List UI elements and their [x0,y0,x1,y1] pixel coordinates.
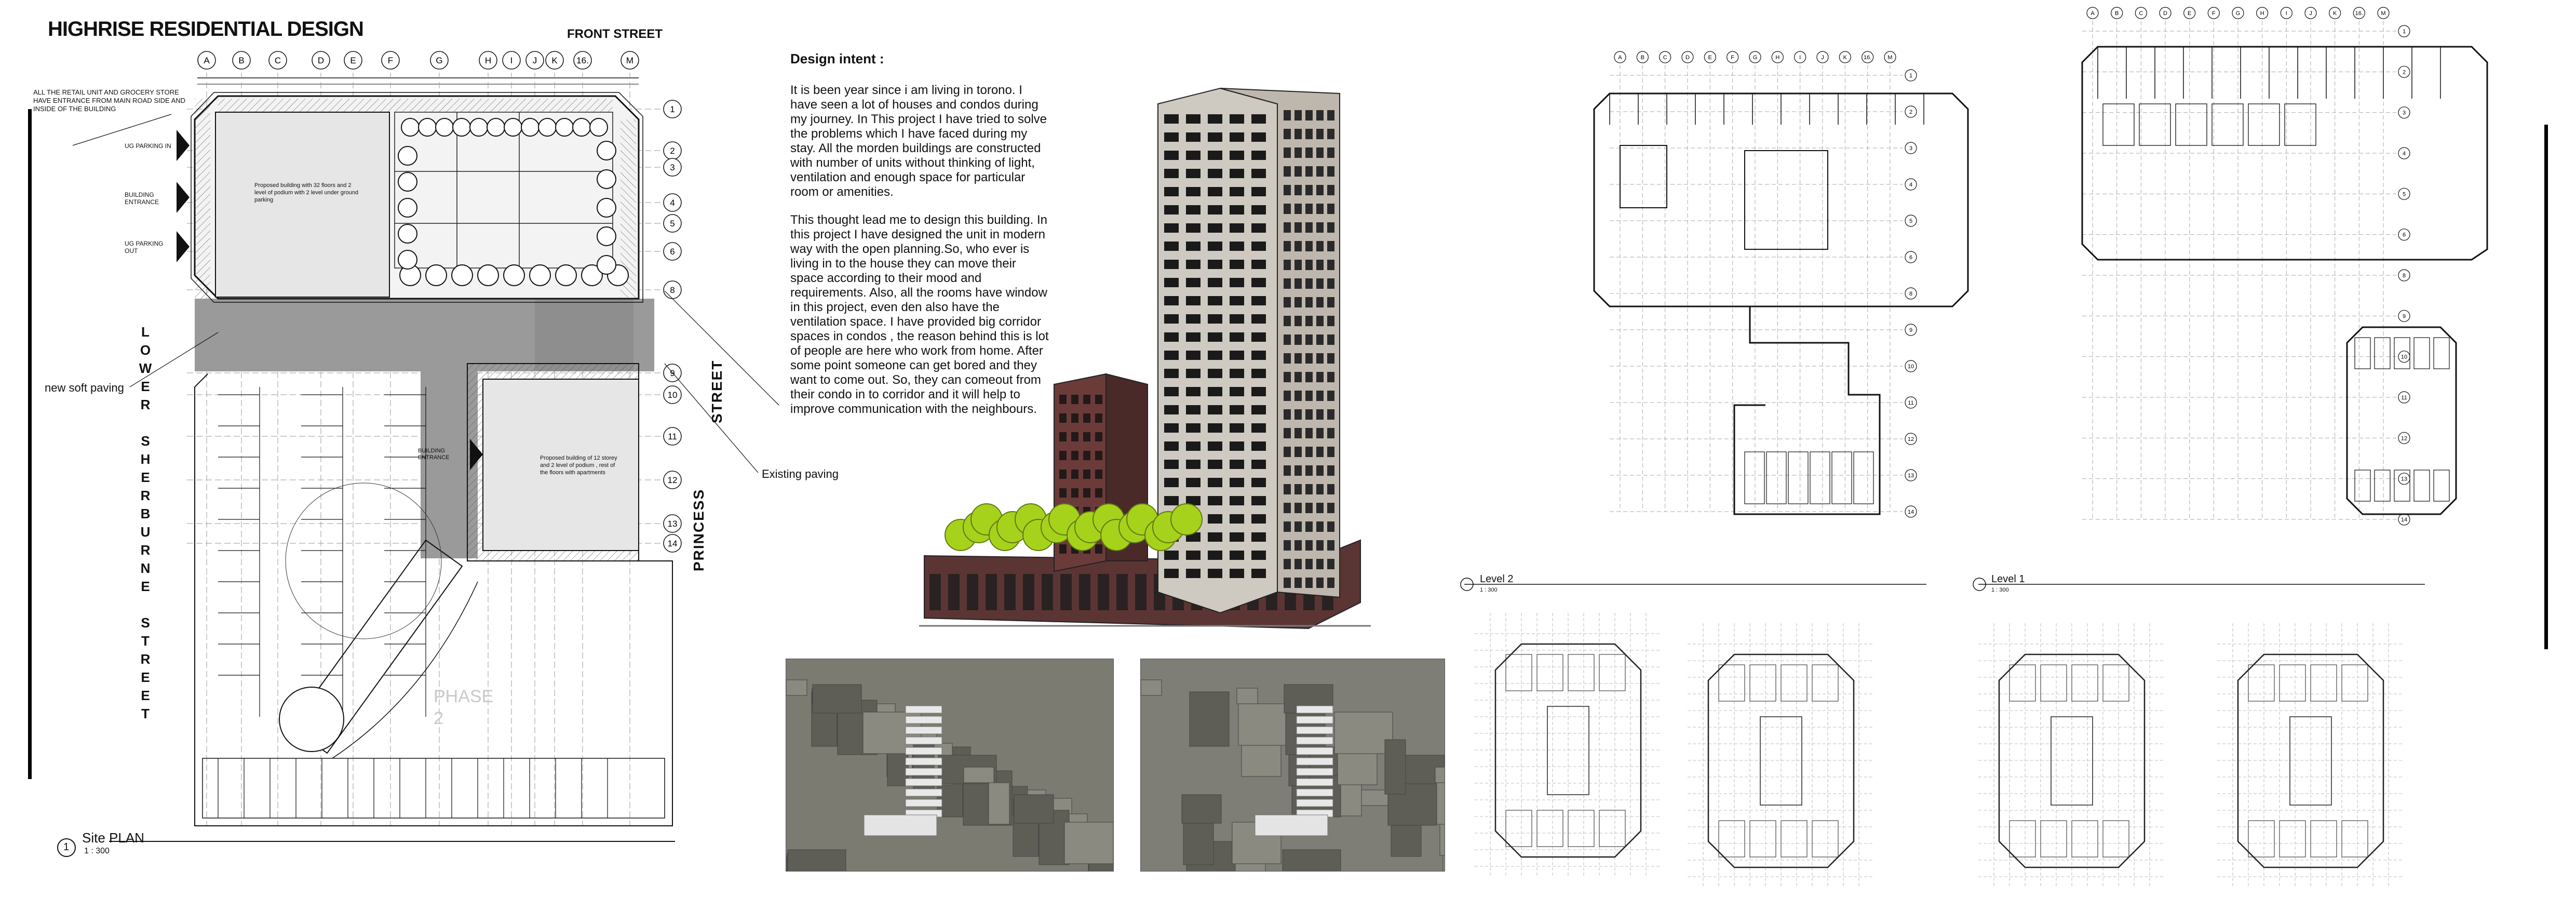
svg-text:D: D [317,56,325,65]
ug-parking-out-label: UG PARKING OUT [125,240,164,254]
svg-text:G: G [436,56,443,65]
svg-text:I: I [510,56,513,65]
level-1-label: Level 1 [1991,573,2025,585]
svg-text:13: 13 [667,519,678,529]
soft-paving-label: new soft paving [45,381,124,394]
svg-text:G: G [2235,10,2241,17]
svg-text:13: 13 [1907,473,1914,479]
svg-text:5: 5 [1909,218,1913,224]
lower-sherburne-street-label [138,322,153,722]
svg-text:6: 6 [2402,232,2406,238]
svg-text:C: C [2139,10,2143,17]
svg-text:11: 11 [668,432,677,441]
svg-text:4: 4 [1909,182,1913,188]
street-letter: E [141,579,150,594]
svg-text:9: 9 [1909,327,1913,333]
svg-text:E: E [350,56,356,65]
street-letter: L [141,324,150,340]
svg-text:8: 8 [2402,273,2406,279]
svg-text:2: 2 [2402,69,2406,76]
svg-text:9: 9 [2402,313,2406,320]
svg-text:5: 5 [670,219,675,229]
street-letter: E [141,379,150,394]
svg-text:H: H [2260,10,2264,17]
page-title: HIGHRISE RESIDENTIAL DESIGN [48,18,363,41]
floor-plans [1454,0,2576,911]
svg-text:F: F [1731,55,1735,61]
svg-text:10: 10 [1907,364,1914,370]
svg-text:E: E [1708,55,1712,61]
ug-parking-in-label: UG PARKING IN [125,142,171,150]
design-intent-paragraph-1: It is been year since i am living in torono. I have seen a lot of houses and condos during my journey. In This project I have tried to solve the problems which I have faced during my stay. All the morden buildings are constructed with number of units without thinking of light, ventilation and enough space for particular room or amenities. [790,83,1047,199]
svg-text:16.: 16. [2355,10,2363,17]
svg-text:1: 1 [2402,29,2406,35]
building-a-footprint [215,112,389,297]
site-plan-number: 1 [63,841,70,853]
svg-text:12: 12 [1907,436,1914,443]
svg-text:16.: 16. [576,56,589,65]
street-letter: T [141,706,150,721]
svg-text:16.: 16. [1864,55,1872,61]
svg-text:B: B [2114,10,2119,17]
design-intent-heading: Design intent : [790,51,884,66]
svg-text:C: C [274,56,281,65]
context-view-2 [1140,659,1445,872]
street-letter: W [139,360,152,376]
front-street-label: FRONT STREET [567,27,663,41]
building-a-description: Proposed building with 32 floors and 2 level of podium with 2 level under ground parking [254,182,358,203]
svg-text:14: 14 [2400,517,2408,523]
site-grid-top [198,51,639,69]
street-letter: R [140,651,151,667]
svg-text:B: B [1640,55,1645,61]
svg-text:3: 3 [1909,145,1913,152]
street-letter: E [141,688,150,703]
svg-text:F: F [2211,10,2216,17]
street-letter: R [140,397,151,412]
svg-text:I: I [1799,55,1801,61]
site-plan-caption: Site PLAN [82,830,144,846]
svg-text:4: 4 [2402,151,2406,157]
site-grid-right [664,100,681,552]
svg-text:M: M [626,56,634,65]
svg-text:8: 8 [1909,291,1913,297]
svg-text:14: 14 [667,539,678,548]
svg-text:F: F [387,56,394,65]
svg-text:D: D [1685,55,1690,61]
retail-note: ALL THE RETAIL UNIT AND GROCERY STORE HAVE ENTRANCE FROM MAIN ROAD SIDE AND INSIDE OF THE BUILDING [33,88,186,113]
level-2-label: Level 2 [1480,573,1514,585]
svg-text:11: 11 [2401,395,2407,401]
svg-text:3: 3 [2402,110,2406,116]
svg-text:6: 6 [1909,254,1913,261]
svg-text:E: E [2187,10,2192,17]
svg-text:B: B [238,56,245,65]
svg-text:1: 1 [670,104,675,114]
street-letter: U [140,524,151,540]
svg-text:K: K [551,56,558,65]
svg-text:A: A [1618,55,1622,61]
street-letter: R [140,488,151,503]
design-intent-paragraph-2: This thought lead me to design this building. In this project I have designed the unit in modern way with the open planning.So, who ever is living in to the house they can move their space according to their mood and requirements. Also, all the rooms have window in this project, even den also have the ventilation space. I have provided big corridor spaces in condos , the reason behind this is lot of people are here who work from home. After some point someone can get bored and they want to come out. So, they can comeout from their condo in to corridor and it will help to improve communication with the neighbours. [790,213,1049,416]
svg-text:A: A [204,56,210,65]
street-letter: O [140,342,151,358]
building-render [914,73,1444,639]
svg-text:2: 2 [1909,109,1913,115]
svg-text:H: H [484,56,492,65]
svg-text:10: 10 [2400,354,2408,360]
level-2-scale: 1 : 300 [1480,587,1498,593]
svg-text:10: 10 [667,390,678,400]
svg-text:4: 4 [670,198,675,208]
svg-text:3: 3 [670,163,675,172]
svg-text:M: M [2381,10,2386,17]
svg-text:J: J [2309,10,2312,17]
svg-text:I: I [2285,10,2287,17]
svg-text:9: 9 [670,368,675,378]
street-right-label: STREET [709,359,725,423]
svg-text:13: 13 [2400,476,2408,483]
street-letter: R [140,542,151,558]
svg-text:C: C [1663,55,1667,61]
svg-text:K: K [2332,10,2337,17]
svg-text:11: 11 [1908,400,1914,406]
svg-text:G: G [1752,55,1758,61]
svg-text:5: 5 [2402,191,2406,198]
site-plan-drawing [0,0,779,911]
street-letter: B [140,506,151,521]
svg-text:8: 8 [670,285,675,295]
existing-paving-label: Existing paving [762,467,839,480]
context-view-1 [786,659,1114,872]
site-plan-scale: 1 : 300 [84,847,110,855]
building-b-description: Proposed building of 12 storey and 2 level of podium , rest of the floors with apartments [540,455,617,476]
svg-text:12: 12 [667,475,678,485]
svg-text:M: M [1887,55,1893,61]
svg-text:12: 12 [2400,435,2408,442]
svg-text:D: D [2163,10,2167,17]
svg-text:6: 6 [670,247,675,257]
princess-label: PRINCESS [691,488,707,571]
street-letter: S [141,433,150,449]
street-letter: H [140,451,151,467]
street-letter [138,413,153,431]
street-letter: E [141,669,150,685]
svg-text:1: 1 [1909,73,1913,79]
paved-lot [535,299,633,371]
svg-text:J: J [532,56,537,65]
level-1-scale: 1 : 300 [1991,587,2009,593]
building-entrance-label: BUILDING ENTRANCE [125,191,159,206]
svg-text:K: K [1843,55,1847,61]
svg-text:2: 2 [670,146,675,156]
svg-text:J: J [1821,55,1824,61]
svg-text:A: A [2091,10,2095,17]
phase-number: 2 [434,708,443,728]
street-letter: S [141,615,150,631]
street-letter: T [141,633,150,649]
svg-text:14: 14 [1907,509,1914,515]
svg-text:H: H [1775,55,1780,61]
street-letter: N [140,560,151,576]
building-entrance-2-label: BUILDING ENTRANCE [418,448,450,461]
street-letter [138,595,153,613]
street-letter: E [141,470,150,485]
phase-label: PHASE [434,687,494,706]
